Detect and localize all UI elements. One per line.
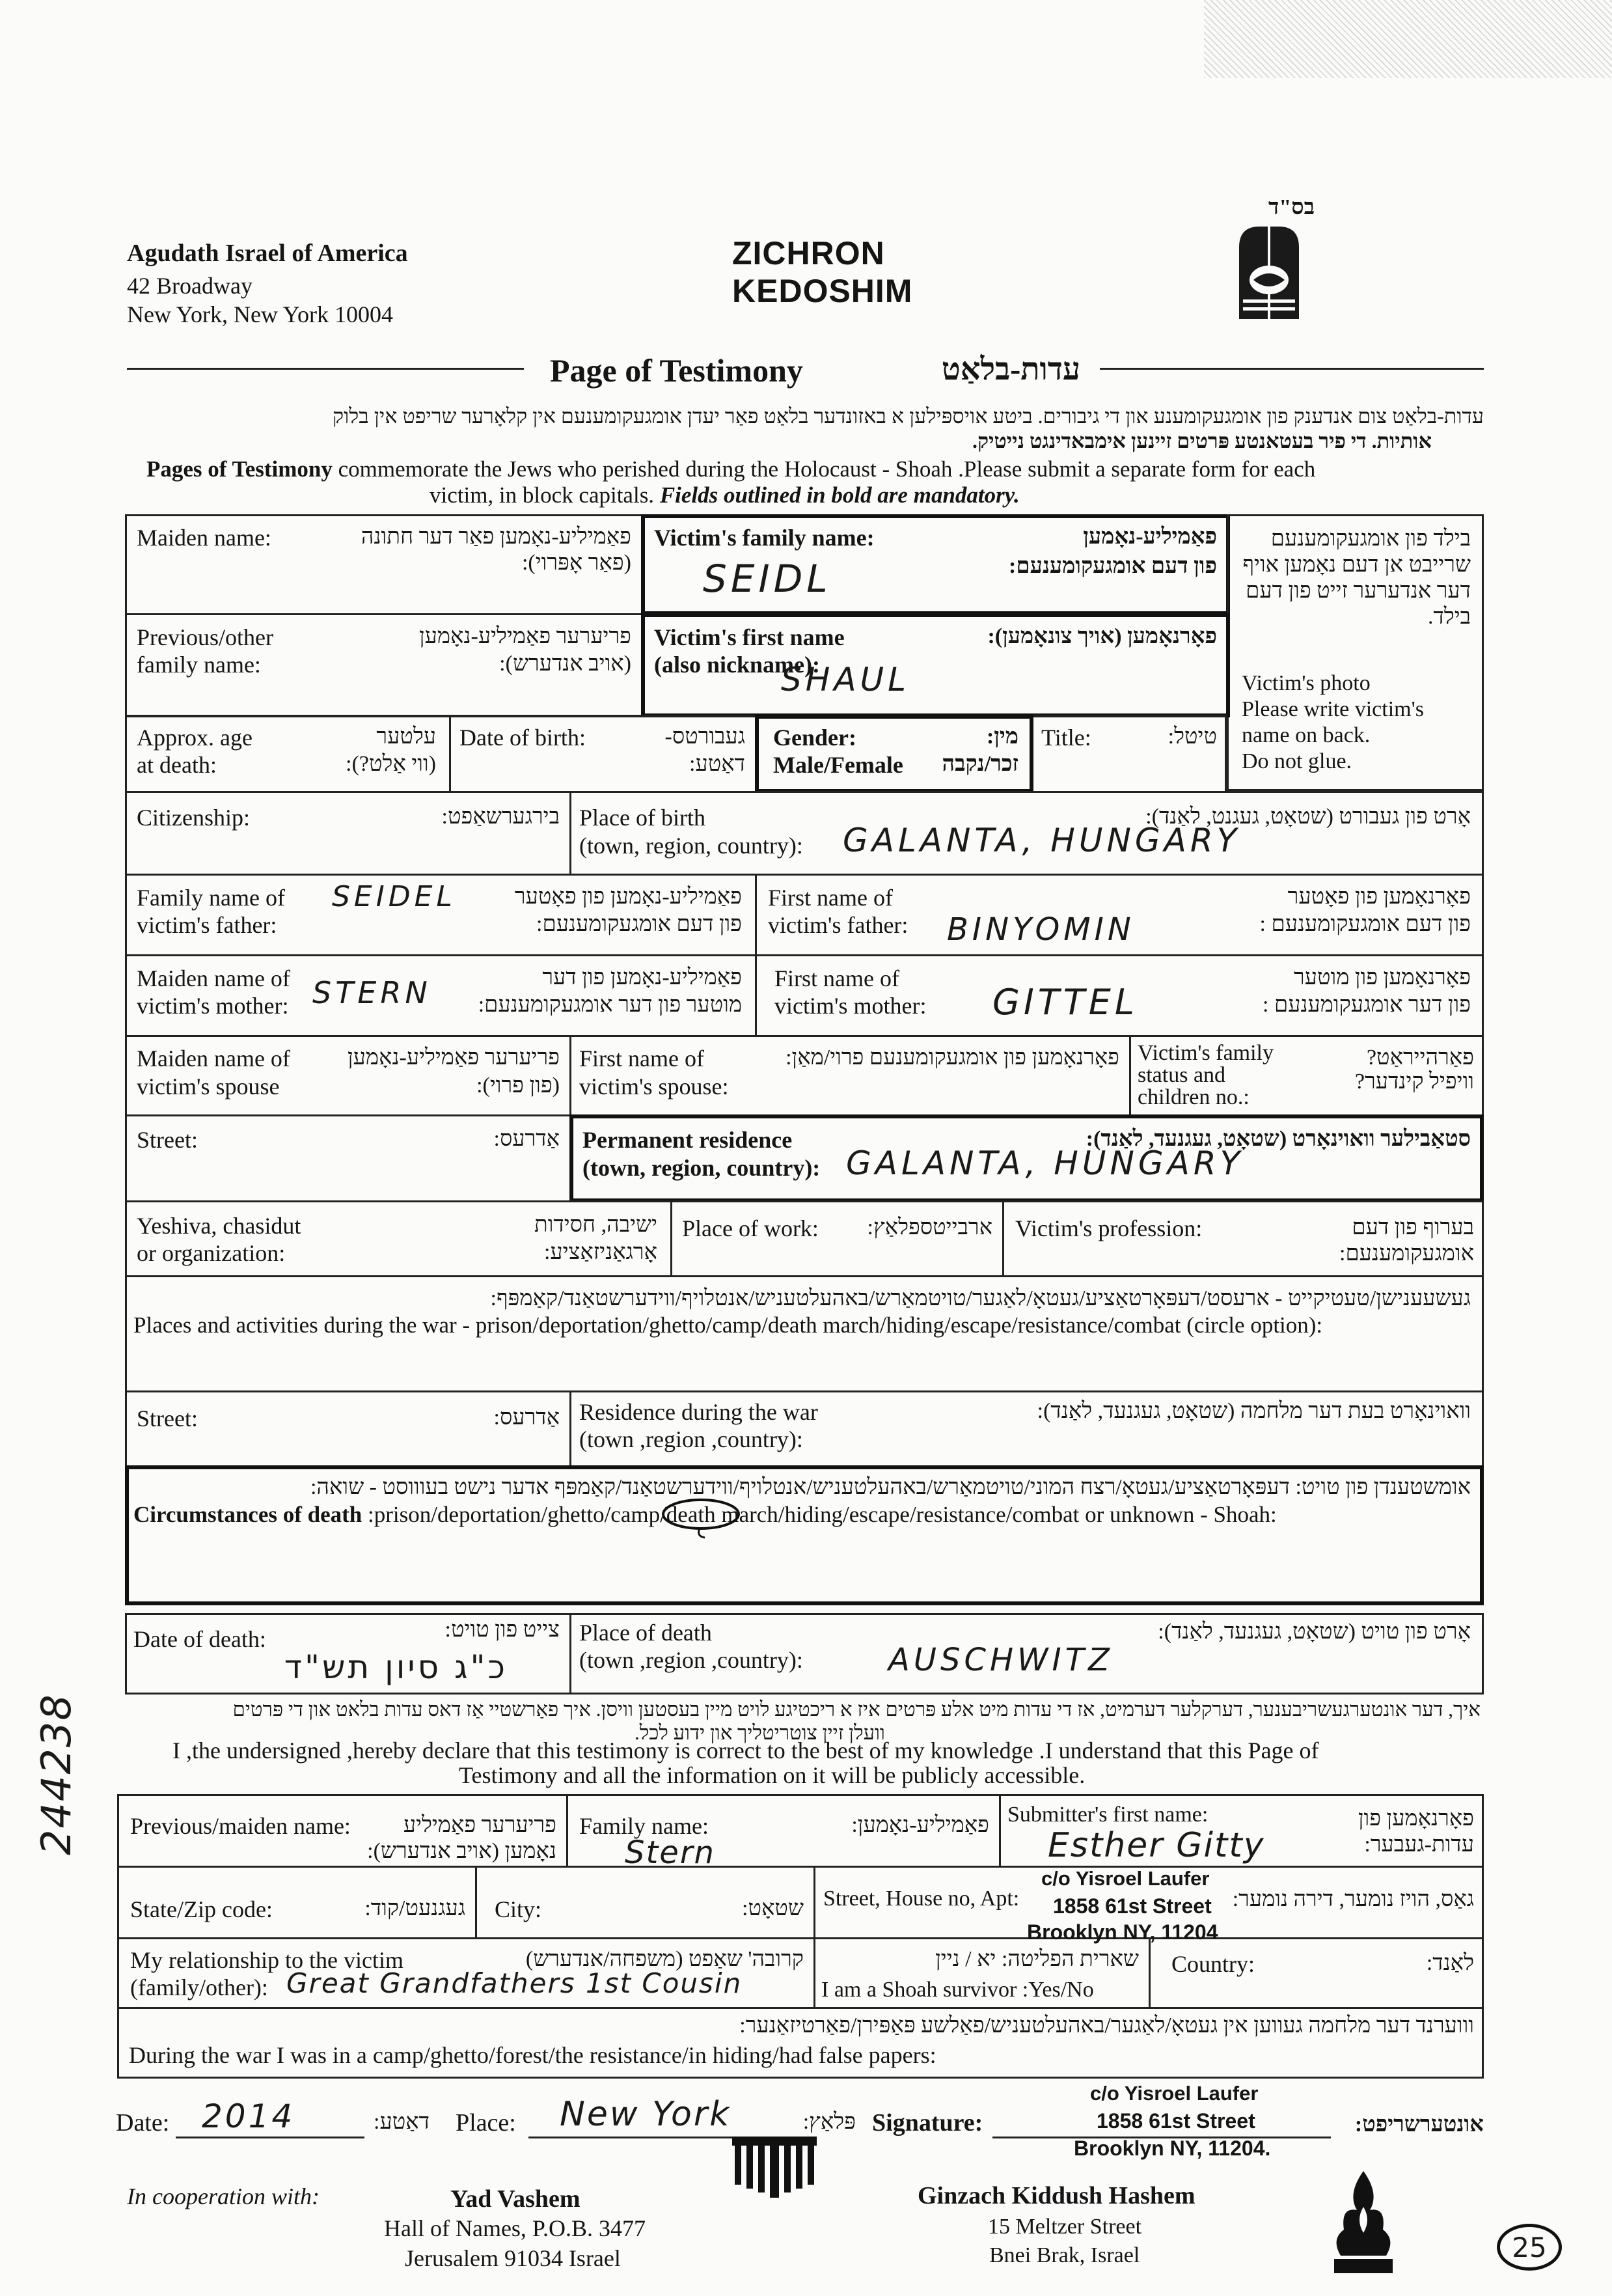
date-label: Date: <box>116 2109 170 2137</box>
survivor-label: I am a Shoah survivor :Yes/No <box>821 1978 1094 2002</box>
victim-family-name-label-yi-2: פון דעם אומגעקומענעם: <box>1009 554 1217 578</box>
yeshiva-label-yi-1: ישיבה, חסידות <box>534 1213 657 1237</box>
submitter-war-location-label-yi: וווערנד דער מלחמה געווען אין געטאָ/לאַגער/באהעלטעניש/פאַלשע פּאַפּירן/פאַרטיזאַנער: <box>739 2013 1474 2038</box>
signature-stamp-2: 1858 61st Street <box>1097 2109 1255 2133</box>
place-label-yi: פּלאַץ: <box>802 2110 856 2134</box>
photo-instructions-yi-1: בילד פון אומגעקומענעם <box>1270 527 1471 551</box>
perm-res-label-yi: סטאַבילער וואוינאָרט (שטאָט, געגנעד, לאַנד): <box>1086 1127 1471 1151</box>
victim-first-name-label-2: (also nickname): <box>654 652 820 678</box>
victim-family-name-label: Victim's family name: <box>654 525 875 551</box>
declaration-en-1: I ,the undersigned ,hereby declare that this testimony is correct to the best of my knowledge .I understand that this Page of <box>172 1737 1319 1763</box>
age-label-1: Approx. age <box>137 725 253 751</box>
maiden-name-label: Maiden name: <box>137 525 271 551</box>
spouse-first-label-1: First name of <box>579 1045 704 1072</box>
intro-yiddish-1: עדות-בלאַט צום אנדענק פון אומגעקומענע און די גיבורים. ביטע אויספּילען א באזונדער בלאַט פאַר יעדן אומגעקומענעם אין קלאָרער שריפט אין בלוק <box>332 404 1484 428</box>
citizenship-label: Citizenship: <box>137 805 250 831</box>
project-title-1: ZICHRON <box>732 235 885 271</box>
war-res-label-1: Residence during the war <box>579 1399 818 1425</box>
mother-first-value: GITTEL <box>992 982 1138 1023</box>
camp-circle-mark <box>661 1496 745 1542</box>
gender-label-2: Male/Female <box>773 752 903 778</box>
signature-stamp-3: Brooklyn NY, 11204. <box>1074 2137 1271 2160</box>
death-circumstances-label-yi: אומשטענדן פון טויט: דעפּאָרטאַציע/געטאָ/רצח המוני/טויטמאַרש/באהעלטעניש/אנטלויף/ווידערשטאַנד/קאַמפּף אדער נישט בעוווסט - שואה: <box>310 1475 1471 1499</box>
side-archive-number: 244238 <box>33 1693 80 1855</box>
father-family-label-yi-1: פאַמיליע-נאָמען פון פאָטער <box>514 885 742 909</box>
agudath-emblem-icon <box>1230 221 1308 319</box>
spouse-maiden-label-yi-1: פריערער פאַמיליע-נאָמען <box>347 1045 560 1070</box>
father-family-label-2: victim's father: <box>137 912 277 938</box>
death-circumstances-label: Circumstances of death :prison/deportation/ghetto/camp/death march/hiding/escape/resistance/combat or unknown - Shoah: <box>133 1502 1277 1527</box>
photo-instructions-yi-4: בילד. <box>1427 605 1471 629</box>
relation-value: Great Grandfathers 1st Cousin <box>286 1967 743 1999</box>
dob-label-yi-2: דאַטע: <box>689 752 745 776</box>
submitter-state-label: State/Zip code: <box>130 1896 273 1922</box>
page-number: 25 <box>1512 2231 1547 2263</box>
page-title-yiddish: עדות-בלאַט <box>941 352 1080 387</box>
pod-label-yi: אָרט פון טויט (שטאָט, געגנעד, לאַנד): <box>1158 1620 1471 1644</box>
photo-instructions-3: name on back. <box>1242 723 1371 747</box>
spouse-maiden-label-yi-2: (פון פרוי): <box>476 1073 560 1098</box>
dob-label-yi-1: געבורטס- <box>664 725 745 749</box>
survivor-label-yi: שארית הפליטה: יא / ניין <box>935 1947 1139 1971</box>
country-label: Country: <box>1171 1951 1255 1977</box>
family-status-label-3: children no.: <box>1138 1085 1250 1109</box>
street-label-yi: אַדרעס: <box>493 1127 560 1151</box>
intro-english-2: victim, in block capitals. Fields outlined in bold are mandatory. <box>430 482 1020 508</box>
page-title: Page of Testimony <box>550 352 803 389</box>
yeshiva-label-1: Yeshiva, chasidut <box>137 1213 301 1239</box>
country-label-yi: לאַנד: <box>1426 1951 1474 1975</box>
previous-family-name-label-2: family name: <box>137 652 261 678</box>
submitter-prev-maiden-label-yi-2: נאָמען (אויב אנדערש): <box>367 1839 556 1863</box>
org-address-2: New York, New York 10004 <box>127 301 394 327</box>
submitter-first-value: Esther Gitty <box>1048 1826 1265 1865</box>
war-res-label-yi: וואוינאָרט בעת דער מלחמה (שטאָט, געגנעד, לאַנד): <box>1037 1399 1471 1423</box>
family-status-label-2: status and <box>1138 1063 1226 1087</box>
victim-family-name-label-yi-1: פאַמיליע-נאָמען <box>1083 525 1217 549</box>
submitter-city-label: City: <box>495 1896 542 1922</box>
title-label: Title: <box>1041 725 1091 751</box>
father-family-label-1: Family name of <box>137 885 285 911</box>
yad-vashem-address-1: Hall of Names, P.O.B. 3477 <box>384 2215 646 2241</box>
victim-family-name-value: SEIDL <box>703 557 832 601</box>
menorah-icon <box>726 2130 823 2202</box>
victim-first-name-label-1: Victim's first name <box>654 624 845 650</box>
submitter-prev-maiden-label-yi-1: פריערער פאַמיליע <box>403 1813 556 1837</box>
age-label-yi-2: (ווי אַלט?): <box>346 752 436 776</box>
street-label: Street: <box>137 1127 198 1153</box>
victim-first-name-label-yi: פאָרנאָמען (אויך צונאָמען): <box>987 624 1217 648</box>
ginzach-address-2: Bnei Brak, Israel <box>989 2243 1140 2267</box>
ginzach-address-1: 15 Meltzer Street <box>988 2215 1142 2239</box>
submitter-family-label-yi: פאַמיליע-נאָמען: <box>851 1813 989 1837</box>
mother-first-label-yi-1: פאָרנאָמען פון מוטער <box>1294 965 1471 989</box>
father-first-label-2: victim's father: <box>768 912 908 938</box>
father-first-label-yi-2: פון דעם אומגעקומענעם : <box>1259 912 1471 936</box>
title-rule-left <box>127 368 524 370</box>
place-value: New York <box>560 2095 731 2134</box>
ginzach-name: Ginzach Kiddush Hashem <box>918 2182 1195 2209</box>
title-label-yi: טיטל: <box>1168 725 1217 749</box>
gender-label-yi-1: מין: <box>986 725 1018 749</box>
submitter-prev-maiden-label: Previous/maiden name: <box>130 1813 351 1839</box>
father-first-label-yi-1: פאָרנאָמען פון פאָטער <box>1287 885 1471 909</box>
perm-res-label-1: Permanent residence <box>582 1127 793 1153</box>
victim-first-name-value: SHAUL <box>781 661 910 698</box>
perm-res-label-2: (town, region, country): <box>582 1155 821 1181</box>
father-family-label-yi-2: פון דעם אומגעקומענעם: <box>536 912 742 936</box>
dod-value: כ"ג סיון תש"ד <box>284 1648 508 1686</box>
father-first-label-1: First name of <box>768 885 893 911</box>
submitter-street-label: Street, House no, Apt: <box>823 1887 1020 1911</box>
mother-maiden-label-yi-2: מוטער פון דער אומגעקומענעם: <box>478 993 742 1017</box>
family-status-label-yi-1: פאַרהייראַט? <box>1366 1045 1474 1070</box>
pod-label-1: Place of death <box>579 1620 712 1646</box>
declaration-yi-2: וועלן זיין צוטריטליך און ידוע לכל. <box>634 1721 885 1744</box>
submitter-city-label-yi: שטאָט: <box>742 1896 804 1920</box>
mother-first-label-1: First name of <box>774 965 899 991</box>
relation-label-2: (family/other): <box>130 1974 268 2000</box>
title-rule-right <box>1100 368 1484 370</box>
page-number-circle <box>1497 2224 1562 2271</box>
photo-instructions-4: Do not glue. <box>1242 749 1352 773</box>
project-title-2: KEDOSHIM <box>732 273 913 309</box>
spouse-maiden-label-2: victim's spouse <box>137 1073 280 1100</box>
signature-label-yi: אונטערשריפט: <box>1354 2112 1484 2137</box>
org-name: Agudath Israel of America <box>127 240 408 267</box>
spouse-first-label-2: victim's spouse: <box>579 1073 729 1100</box>
org-address-1: 42 Broadway <box>127 273 253 299</box>
work-label: Place of work: <box>682 1215 819 1241</box>
previous-family-name-label-yi-1: פריערער פאַמיליע-נאָמען <box>418 624 631 648</box>
perm-res-value: GALANTA, HUNGARY <box>846 1144 1244 1182</box>
father-family-value: SEIDEL <box>332 880 456 913</box>
yad-vashem-address-2: Jerusalem 91034 Israel <box>405 2245 621 2271</box>
photo-instructions-yi-3: דער אנדערער זייט פון דעם <box>1246 579 1471 603</box>
war-res-label-2: (town ,region ,country): <box>579 1426 803 1452</box>
intro-english-1: Pages of Testimony commemorate the Jews who perished during the Holocaust - Shoah .Please submit a separate form for each <box>146 456 1316 482</box>
work-label-yi: ארבייטספלאַץ: <box>867 1215 992 1239</box>
ginzach-flame-logo-icon <box>1318 2168 1409 2278</box>
yeshiva-label-2: or organization: <box>137 1240 286 1266</box>
yeshiva-label-yi-2: אָרגאַניזאַציע: <box>543 1240 657 1264</box>
pob-label-2: (town, region, country): <box>579 833 803 859</box>
declaration-yi-1: איך, דער אונטערגעשריבענער, דערקלער דערמיט, אז די עדות מיט אלע פּרטים איז א ריכטיגע לויט מיין בעסטען וויסן. איך פאַרשטיי אַז דאס עדות בלאט און די פּרטים <box>232 1698 1481 1721</box>
maiden-name-label-yi-1: פאַמיליע-נאָמען פאַר דער חתונה <box>361 525 631 549</box>
maiden-name-label-yi-2: (פאַר אָפּרוי): <box>521 551 631 575</box>
war-street-label-yi: אַדרעס: <box>493 1405 560 1430</box>
place-label: Place: <box>456 2109 516 2137</box>
mother-maiden-value: STERN <box>312 975 431 1010</box>
photo-instructions-yi-2: שרייבט אן דעם נאָמען אויף <box>1242 553 1471 577</box>
relation-label-yi: קרובה' שאַפט (משפחה/אנדערש) <box>525 1947 804 1971</box>
submitter-family-value: Stern <box>625 1834 715 1871</box>
profession-label-yi-1: בערוף פון דעם <box>1352 1215 1474 1239</box>
submitter-stamp-line-2: 1858 61st Street <box>1053 1894 1212 1918</box>
submitter-first-label-yi-1: פאָרנאָמען פון <box>1358 1806 1474 1831</box>
cooperation-label: In cooperation with: <box>127 2183 320 2209</box>
war-street-label: Street: <box>137 1405 198 1432</box>
submitter-war-location-label: During the war I was in a camp/ghetto/forest/the resistance/in hiding/had false papers: <box>129 2042 936 2068</box>
war-activities-label-yi: געשעענישן/טעטיקייט - ארעסט/דעפּאָרטאַציע/געטאָ/לאַגער/טויטמאַרש/באהעלטעניש/אנטלויף/ווידערשטאַנד/קאַמפּף: <box>490 1286 1471 1310</box>
submitter-state-label-yi: געגנעט/קוד: <box>364 1896 465 1920</box>
intro-yiddish-2: אותיות. די פיר בעטאנטע פּרטים זיינען אימבאדינגט נייטיק. <box>972 429 1432 452</box>
mother-maiden-label-1: Maiden name of <box>137 965 290 991</box>
pob-label-1: Place of birth <box>579 805 705 831</box>
profession-label-yi-2: אומגעקומענעם: <box>1339 1241 1474 1266</box>
submitter-street-label-yi: גאַס, הויז נומער, דירה נומער: <box>1232 1887 1474 1911</box>
age-label-2: at death: <box>137 752 217 778</box>
signature-stamp-1: c/o Yisroel Laufer <box>1090 2082 1259 2105</box>
mother-maiden-label-2: victim's mother: <box>137 993 289 1019</box>
spouse-maiden-label-1: Maiden name of <box>137 1045 290 1072</box>
previous-family-name-label-yi-2: (אויב אנדערש): <box>499 652 631 676</box>
signature-label: Signature: <box>872 2109 983 2137</box>
war-activities-label: Places and activities during the war - prison/deportation/ghetto/camp/death march/hiding/escape/resistance/combat (circle option): <box>133 1312 1323 1338</box>
date-value: 2014 <box>202 2097 295 2135</box>
declaration-en-2: Testimony and all the information on it will be publicly accessible. <box>459 1762 1086 1788</box>
citizenship-label-yi: בירגערשאַפט: <box>441 805 560 829</box>
gender-label-1: Gender: <box>773 725 856 751</box>
spouse-first-label-yi: פאָרנאָמען פון אומגעקומענעם פרוי/מאַן: <box>786 1045 1119 1070</box>
bsd-mark: בס"ד <box>1268 195 1315 219</box>
submitter-first-label-yi-2: עדות-געבער: <box>1364 1833 1474 1857</box>
submitter-stamp-line-3: Brooklyn NY, 11204 <box>1027 1920 1218 1944</box>
gender-label-yi-2: זכר/נקבה <box>942 752 1018 776</box>
pod-label-2: (town ,region ,country): <box>579 1647 803 1673</box>
family-status-label-yi-2: וויפיל קינדער? <box>1355 1070 1474 1094</box>
photo-instructions-1: Victim's photo <box>1242 671 1371 695</box>
yad-vashem-name: Yad Vashem <box>450 2185 581 2213</box>
mother-first-label-2: victim's mother: <box>774 993 927 1019</box>
father-first-value: BINYOMIN <box>947 911 1135 948</box>
family-status-label-1: Victim's family <box>1138 1041 1274 1065</box>
submitter-first-label: Submitter's first name: <box>1007 1803 1209 1827</box>
previous-family-name-label-1: Previous/other <box>137 624 273 650</box>
dod-label: Date of death: <box>133 1626 266 1652</box>
scan-noise <box>1204 0 1612 78</box>
relation-label-1: My relationship to the victim <box>130 1947 403 1973</box>
pob-label-yi: אָרט פון געבורט (שטאָט, געגנט, לאַנד): <box>1145 805 1471 829</box>
dob-label: Date of birth: <box>459 725 586 751</box>
pob-value: GALANTA, HUNGARY <box>843 822 1241 859</box>
submitter-stamp-line-1: c/o Yisroel Laufer <box>1041 1867 1210 1890</box>
age-label-yi-1: עלטער <box>376 725 436 749</box>
mother-maiden-label-yi-1: פאַמיליע-נאָמען פון דער <box>542 965 742 989</box>
mother-first-label-yi-2: פון דער אומגעקומענעם : <box>1263 993 1471 1017</box>
photo-instructions-2: Please write victim's <box>1242 697 1424 721</box>
submitter-family-label: Family name: <box>579 1813 709 1839</box>
pod-value: AUSCHWITZ <box>888 1642 1113 1678</box>
date-label-yi: דאַטע: <box>374 2110 430 2134</box>
dod-label-yi: צייט פון טויט: <box>444 1618 560 1642</box>
profession-label: Victim's profession: <box>1015 1215 1203 1241</box>
